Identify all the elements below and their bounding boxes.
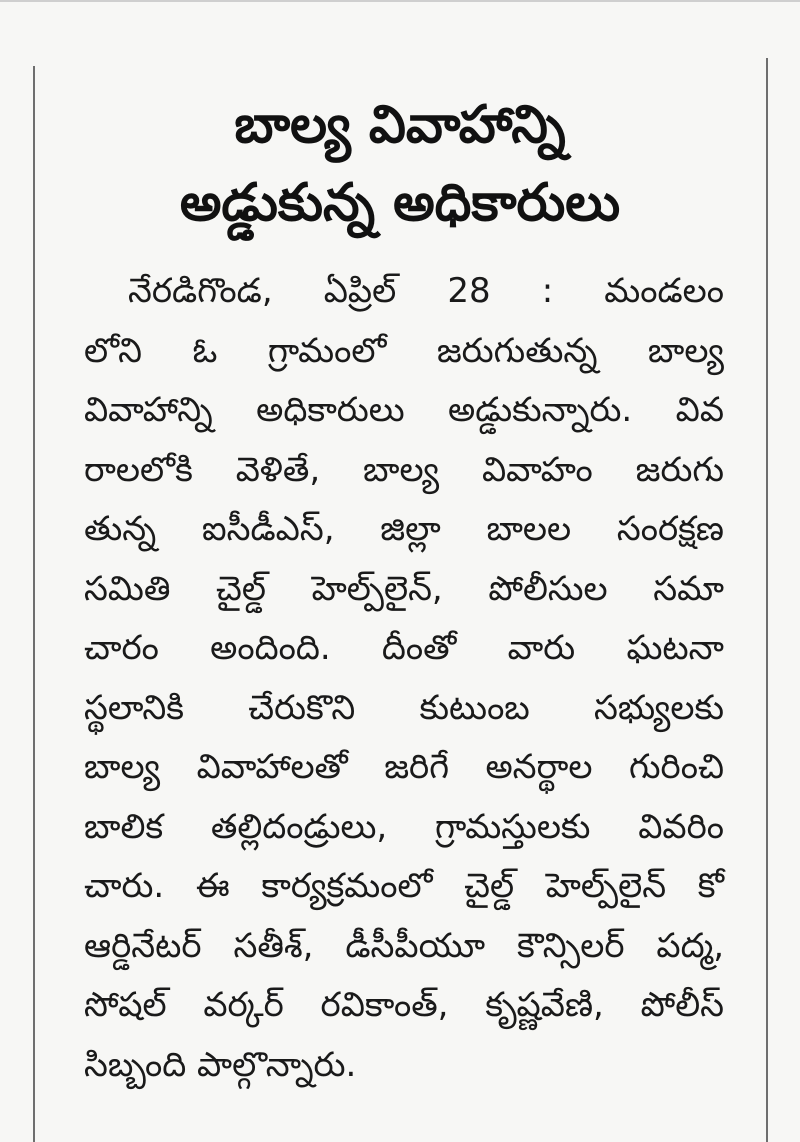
- right-column-rule: [766, 58, 768, 1142]
- top-border-rule: [0, 0, 800, 2]
- body-line: సిబ్బంది పాల్గొన్నారు.: [84, 1044, 357, 1085]
- body-line: రాలలోకి వెళితే, బాల్య వివాహం జరుగు: [84, 449, 724, 490]
- left-column-rule: [33, 66, 35, 1142]
- body-line: సమితి చైల్డ్ హెల్ప్‌లైన్, పోలీసుల సమా: [84, 568, 724, 609]
- body-line: స్థలానికి చేరుకొని కుటుంబ సభ్యులకు: [84, 687, 724, 728]
- body-line: నేరడిగొండ, ఏప్రిల్ 28 : మండలం: [128, 271, 724, 311]
- body-line: చారం అందింది. దీంతో వారు ఘటనా: [84, 628, 724, 668]
- article-headline: [60, 86, 740, 242]
- body-line: బాలిక తల్లిదండ్రులు, గ్రామస్తులకు వివరిం: [84, 806, 724, 847]
- headline-line-1: బాల్య వివాహాన్ని: [234, 95, 566, 155]
- headline-line-2: అడ్డుకున్న అధికారులు: [179, 173, 621, 233]
- body-line: లోని ఓ గ్రామంలో జరుగుతున్న బాల్య: [84, 330, 724, 371]
- body-line: బాల్య వివాహాలతో జరిగే అనర్థాల గురించి: [84, 747, 724, 787]
- body-line: తున్న ఐసీడీఎస్, జిల్లా బాలల సంరక్షణ: [84, 509, 724, 549]
- body-line: వివాహాన్ని అధికారులు అడ్డుకున్నారు. వివ: [84, 390, 724, 430]
- body-line: చారు. ఈ కార్యక్రమంలో చైల్డ్ హెల్ప్‌లైన్ కో: [84, 866, 724, 906]
- body-line: సోషల్ వర్కర్ రవికాంత్, కృష్ణవేణి, పోలీస్: [84, 985, 724, 1025]
- body-line: ఆర్డినేటర్ సతీశ్, డీసీపీయూ కౌన్సిలర్ పద్మ,: [84, 925, 724, 966]
- article-body: [84, 262, 724, 1095]
